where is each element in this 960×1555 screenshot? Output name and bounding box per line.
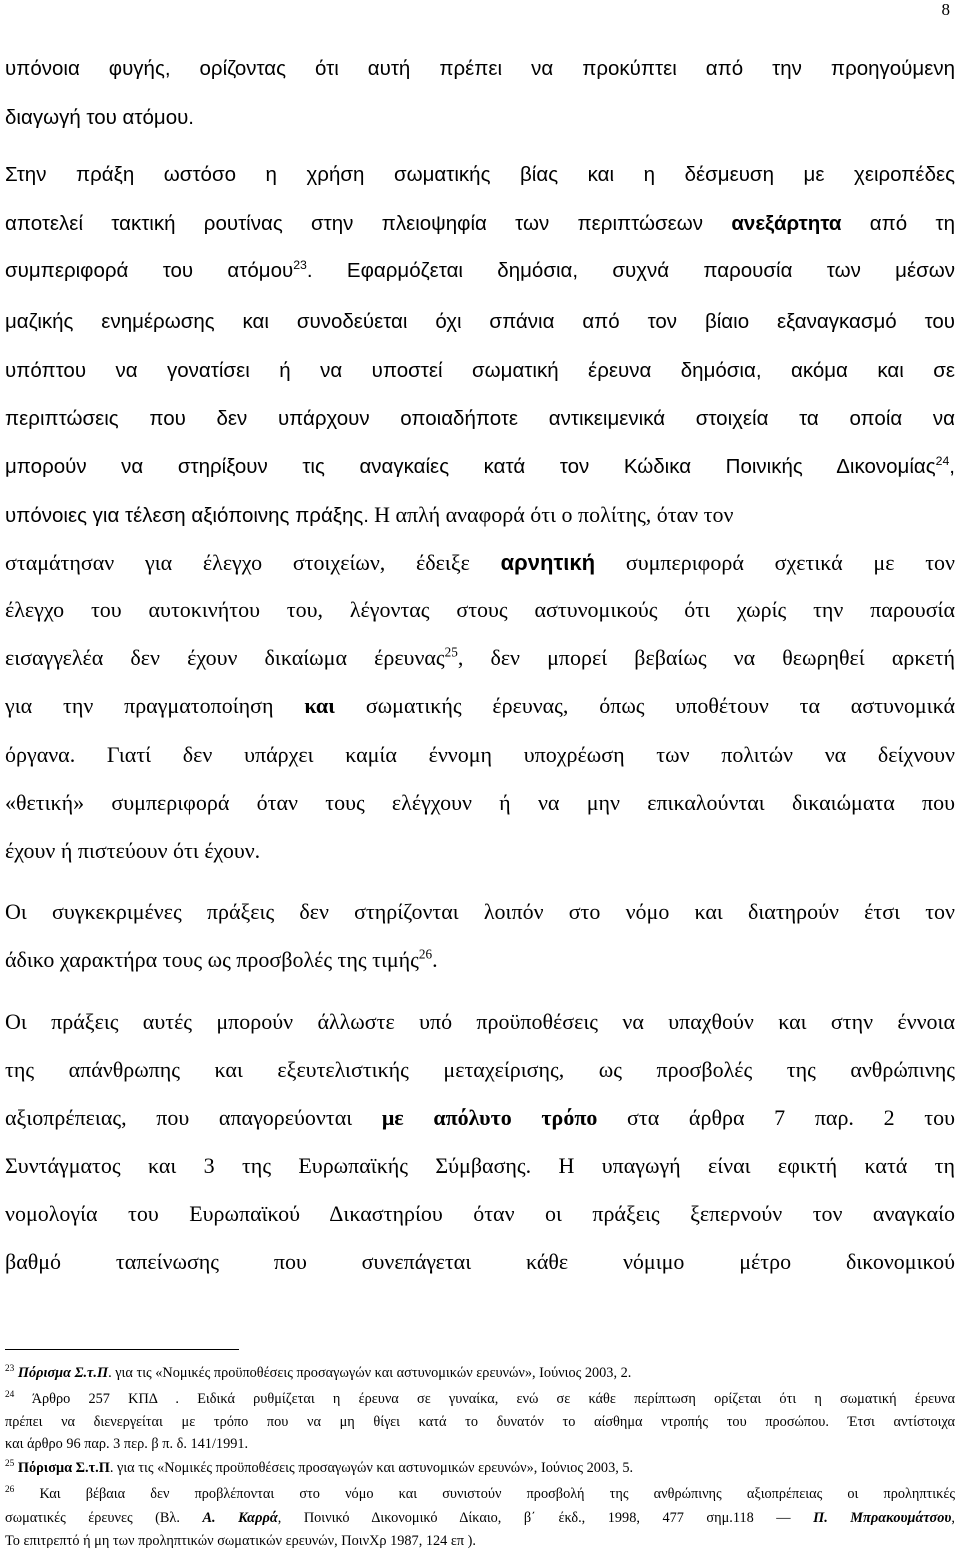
body-line: έχουν ή πιστεύουν ότι έχουν.	[5, 838, 261, 863]
footnote-ref: 24	[935, 454, 950, 469]
body-line: αποτελεί τακτική ρουτίνας στην πλειοψηφία των περιπτώσεων ανεξάρτητα από τη	[5, 212, 955, 235]
body-line: της απάνθρωπης και εξευτελιστικής μεταχείρισης, ως προσβολές της ανθρώπινης	[5, 1057, 955, 1082]
footnote-26-cont: Το επιτρεπτό ή μη των προληπτικών σωματικών ερευνών, ΠοινΧρ 1987, 124 επ ).	[5, 1533, 477, 1549]
footnote-23: $^{23}$ Πόρισμα Σ.τ.Π. για τις «Νομικές προϋποθέσεις προσαγωγών και αστυνομικών ερευνών», Ιούνιος 2003, 2.	[5, 1364, 632, 1381]
footnote-24: $^{24}$ Άρθρο 257 ΚΠΔ . Ειδικά ρυθμίζεται η έρευνα σε γυναίκα, ενώ σε κάθε περίπτωση ορίζεται ότι η σωματική έρευνα	[5, 1390, 955, 1407]
footnote-number: 26	[5, 1485, 15, 1496]
emphasis: με απόλυτο τρόπο	[381, 1105, 598, 1130]
body-line: Συντάγματος και 3 της Ευρωπαϊκής Σύμβασης. Η υπαγωγή είναι εφικτή κατά τη	[5, 1153, 955, 1178]
emphasis: αρνητική	[500, 550, 596, 575]
footnote-separator	[5, 1349, 239, 1350]
body-line: μπορούν να στηρίξουν τις αναγκαίες κατά τον Κώδικα Ποινικής Δικονομίας$^{24}$,	[5, 454, 955, 478]
body-line: νομολογία του Ευρωπαϊκού Δικαστηρίου όταν οι πράξεις ξεπερνούν τον αναγκαίο	[5, 1201, 955, 1226]
body-line: Οι πράξεις αυτές μπορούν άλλωστε υπό προϋποθέσεις να υπαχθούν και στην έννοια	[5, 1009, 955, 1034]
body-line: μαζικής ενημέρωσης και συνοδεύεται όχι σπάνια από τον βίαιο εξαναγκασμό του	[5, 310, 955, 333]
footnote-26: $^{26}$ Και βέβαια δεν προβλέπονται στο νόμο και συνιστούν προσβολή της ανθρώπινης αξιοπρέπειας οι προληπτικές	[5, 1485, 955, 1502]
body-line: βαθμό ταπείνωσης που συνεπάγεται κάθε νόμιμο μέτρο δικονομικού	[5, 1249, 955, 1274]
body-line: «θετική» συμπεριφορά όταν τους ελέγχουν ή να μην επικαλούνται δικαιώματα που	[5, 790, 955, 815]
footnote-ref: 23	[293, 258, 307, 273]
body-line: αξιοπρέπειας, που απαγορεύονται με απόλυτο τρόπο στα άρθρα 7 παρ. 2 του	[5, 1105, 955, 1130]
body-line: άδικο χαρακτήρα τους ως προσβολές της τιμής$^{26}$.	[5, 946, 438, 972]
body-line: Οι συγκεκριμένες πράξεις δεν στηρίζονται λοιπόν στο νόμο και διατηρούν έτσι τον	[5, 899, 955, 924]
body-line: όργανα. Γιατί δεν υπάρχει καμία έννομη υποχρέωση των πολιτών να δείχνουν	[5, 742, 955, 767]
footnote-24-cont: πρέπει να διενεργείται με τρόπο που να μη θίγει κατά το δυνατόν το αίσθημα ντροπής του προσώπου. Έτσι αντίστοιχα	[5, 1414, 955, 1430]
body-line: συμπεριφορά του ατόμου$^{23}$. Εφαρμόζεται δημόσια, συχνά παρουσία των μέσων	[5, 258, 955, 282]
body-line: σταμάτησαν για έλεγχο στοιχείων, έδειξε αρνητική συμπεριφορά σχετικά με τον	[5, 550, 955, 575]
body-line: υπόνοια φυγής, ορίζοντας ότι αυτή πρέπει να προκύπτει από την προηγούμενη	[5, 57, 955, 80]
page-number: 8	[941, 0, 950, 19]
emphasis: και	[304, 693, 335, 718]
body-line: υπόνοιες για τέλεση αξιόποινης πράξης. Η απλή αναφορά ότι ο πολίτης, όταν τον	[5, 502, 734, 527]
footnote-number: 23	[5, 1364, 15, 1375]
body-line: εισαγγελέα δεν έχουν δικαίωμα έρευνας$^{25}$, δεν μπορεί βεβαίως να θεωρηθεί αρκετή	[5, 644, 955, 670]
footnote-25: $^{25}$ Πόρισμα Σ.τ.Π. για τις «Νομικές προϋποθέσεις προσαγωγών και αστυνομικών ερευνών», Ιούνιος 2003, 5.	[5, 1459, 634, 1476]
footnote-26-cont: σωματικές έρευνες (Βλ. Α. Καρρά, Ποινικό Δικονομικό Δίκαιο, β΄ έκδ., 1998, 477 σημ.118 — Π. Μπρακουμάτσου,	[5, 1510, 955, 1526]
body-line: περιπτώσεις που δεν υπάρχουν οποιαδήποτε αντικειμενικά στοιχεία τα οποία να	[5, 407, 955, 430]
footnote-24-cont: και άρθρο 96 παρ. 3 περ. β π. δ. 141/1991.	[5, 1436, 249, 1452]
footnote-ref: 26	[418, 946, 433, 962]
body-line: υπόπτου να γονατίσει ή να υποστεί σωματική έρευνα δημόσια, ακόμα και σε	[5, 359, 955, 382]
emphasis: ανεξάρτητα	[731, 212, 842, 235]
body-line: έλεγχο του αυτοκινήτου του, λέγοντας στους αστυνομικούς ότι χωρίς την παρουσία	[5, 597, 955, 622]
footnote-ref: 25	[444, 644, 458, 660]
body-line: για την πραγματοποίηση και σωματικής έρευνας, όπως υποθέτουν τα αστυνομικά	[5, 693, 955, 718]
body-line: διαγωγή του ατόμου.	[5, 106, 195, 129]
footnote-number: 24	[5, 1390, 15, 1401]
footnote-number: 25	[5, 1459, 15, 1470]
body-line: Στην πράξη ωστόσο η χρήση σωματικής βίας και η δέσμευση με χειροπέδες	[5, 163, 955, 186]
